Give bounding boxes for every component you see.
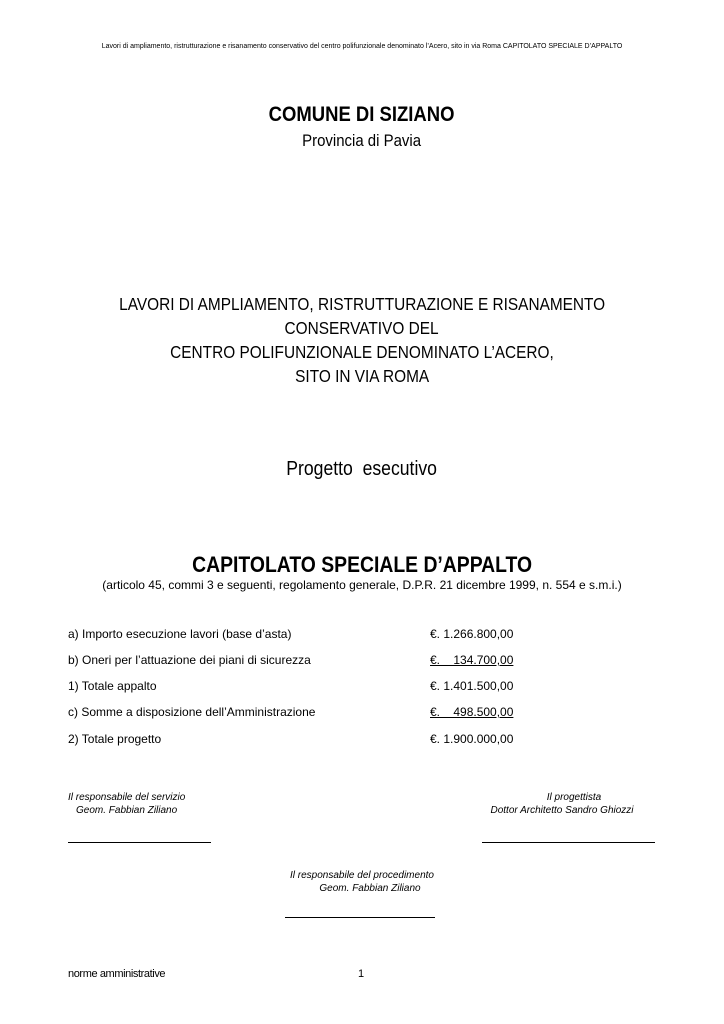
signature-procedimento — [262, 869, 462, 895]
signature-name: Dottor Architetto Sandro Ghiozzi — [490, 805, 634, 816]
cost-value: €. 134.700,00 — [430, 653, 514, 667]
cost-value: €. 498.500,00 — [430, 705, 514, 719]
cost-value: €. 1.900.000,00 — [430, 732, 514, 746]
document-reference: (articolo 45, commi 3 e seguenti, regolamento generale, D.P.R. 21 dicembre 1999, n. 554 e s.m.i.) — [102, 578, 622, 592]
signature-progettista — [440, 791, 684, 817]
project-title-line: CONSERVATIVO DEL — [284, 318, 440, 338]
signature-name: Geom. Fabbian Ziliano — [319, 883, 421, 894]
provincia-subtitle-text: Provincia di Pavia — [302, 131, 422, 150]
cost-label: b) Oneri per l’attuazione dei piani di sicurezza — [68, 653, 311, 667]
cost-row-importo-lavori — [68, 627, 528, 645]
cost-label: a) Importo esecuzione lavori (base d’asta) — [68, 627, 292, 641]
provincia-subtitle — [0, 131, 724, 151]
project-title-line: SITO IN VIA ROMA — [294, 366, 430, 386]
project-title-line: CENTRO POLIFUNZIONALE DENOMINATO L’ACERO, — [170, 342, 554, 362]
cost-row-oneri-sicurezza — [68, 653, 528, 671]
footer-section: norme amministrative — [68, 968, 166, 980]
cost-row-somme-disposizione — [68, 705, 528, 723]
comune-title — [0, 103, 724, 127]
signature-role: Il progettista — [546, 792, 602, 803]
page-number: 1 — [358, 968, 365, 980]
signature-line-servizio — [68, 842, 211, 843]
project-title — [0, 292, 724, 388]
project-phase — [0, 458, 724, 481]
project-title-line: LAVORI DI AMPLIAMENTO, RISTRUTTURAZIONE E RISANAMENTO — [118, 294, 606, 314]
document-title — [0, 552, 724, 578]
running-header: Lavori di ampliamento, ristrutturazione e risanamento conservativo del centro polifunzionale denominato l’Acero, sito in via Roma CAPITOLATO SPECIALE D’APPALTO — [101, 43, 623, 50]
comune-title-text: COMUNE DI SIZIANO — [269, 103, 455, 126]
signature-servizio — [68, 791, 268, 817]
cost-row-totale-appalto — [68, 679, 528, 697]
signature-line-procedimento — [285, 917, 435, 918]
cost-label: 1) Totale appalto — [68, 679, 157, 693]
signature-role: Il responsabile del procedimento — [290, 870, 434, 881]
signature-role: Il responsabile del servizio — [68, 792, 186, 803]
cost-row-totale-progetto — [68, 732, 528, 750]
project-phase-text: Progetto esecutivo — [286, 458, 438, 480]
document-title-text: CAPITOLATO SPECIALE D’APPALTO — [192, 552, 532, 577]
signature-line-progettista — [482, 842, 655, 843]
cost-value: €. 1.401.500,00 — [430, 679, 514, 693]
cost-label: 2) Totale progetto — [68, 732, 162, 746]
signature-name: Geom. Fabbian Ziliano — [76, 805, 178, 816]
cost-value: €. 1.266.800,00 — [430, 627, 514, 641]
cost-label: c) Somme a disposizione dell’Amministrazione — [68, 705, 316, 719]
